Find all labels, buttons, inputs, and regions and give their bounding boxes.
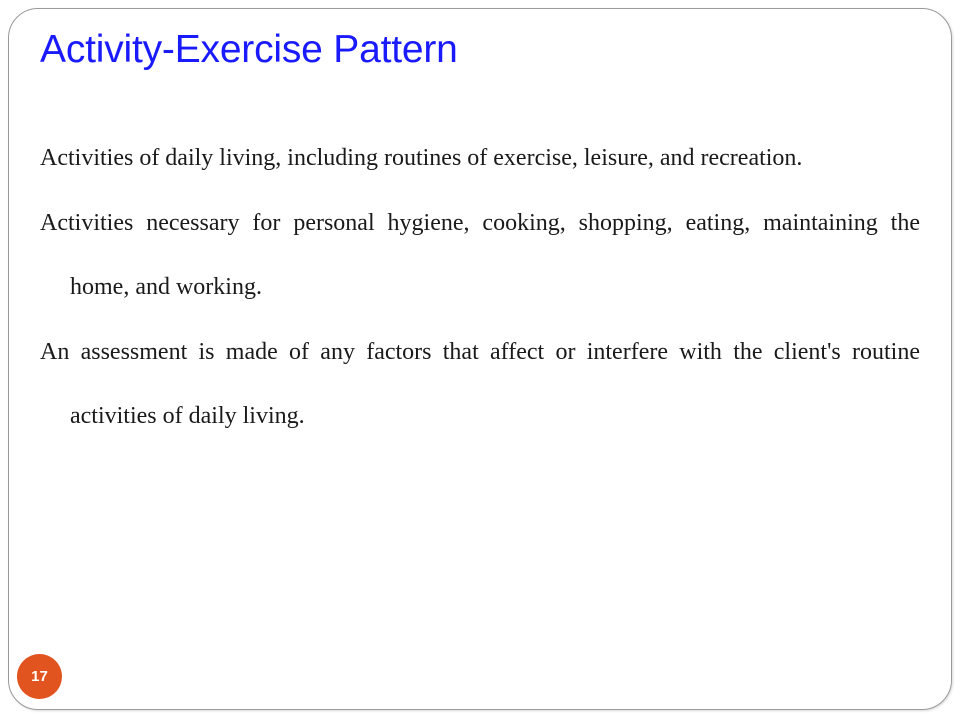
slide-title: Activity-Exercise Pattern	[40, 28, 458, 71]
page-number-badge: 17	[17, 654, 62, 699]
slide-body	[40, 126, 920, 449]
body-paragraph-3: An assessment is made of any factors that affect or interfere with the client's routine activities of daily living.	[40, 338, 920, 429]
body-paragraph-2: Activities necessary for personal hygiene, cooking, shopping, eating, maintaining the home, and working.	[40, 209, 920, 300]
body-paragraph-1: Activities of daily living, including routines of exercise, leisure, and recreation.	[40, 145, 803, 171]
